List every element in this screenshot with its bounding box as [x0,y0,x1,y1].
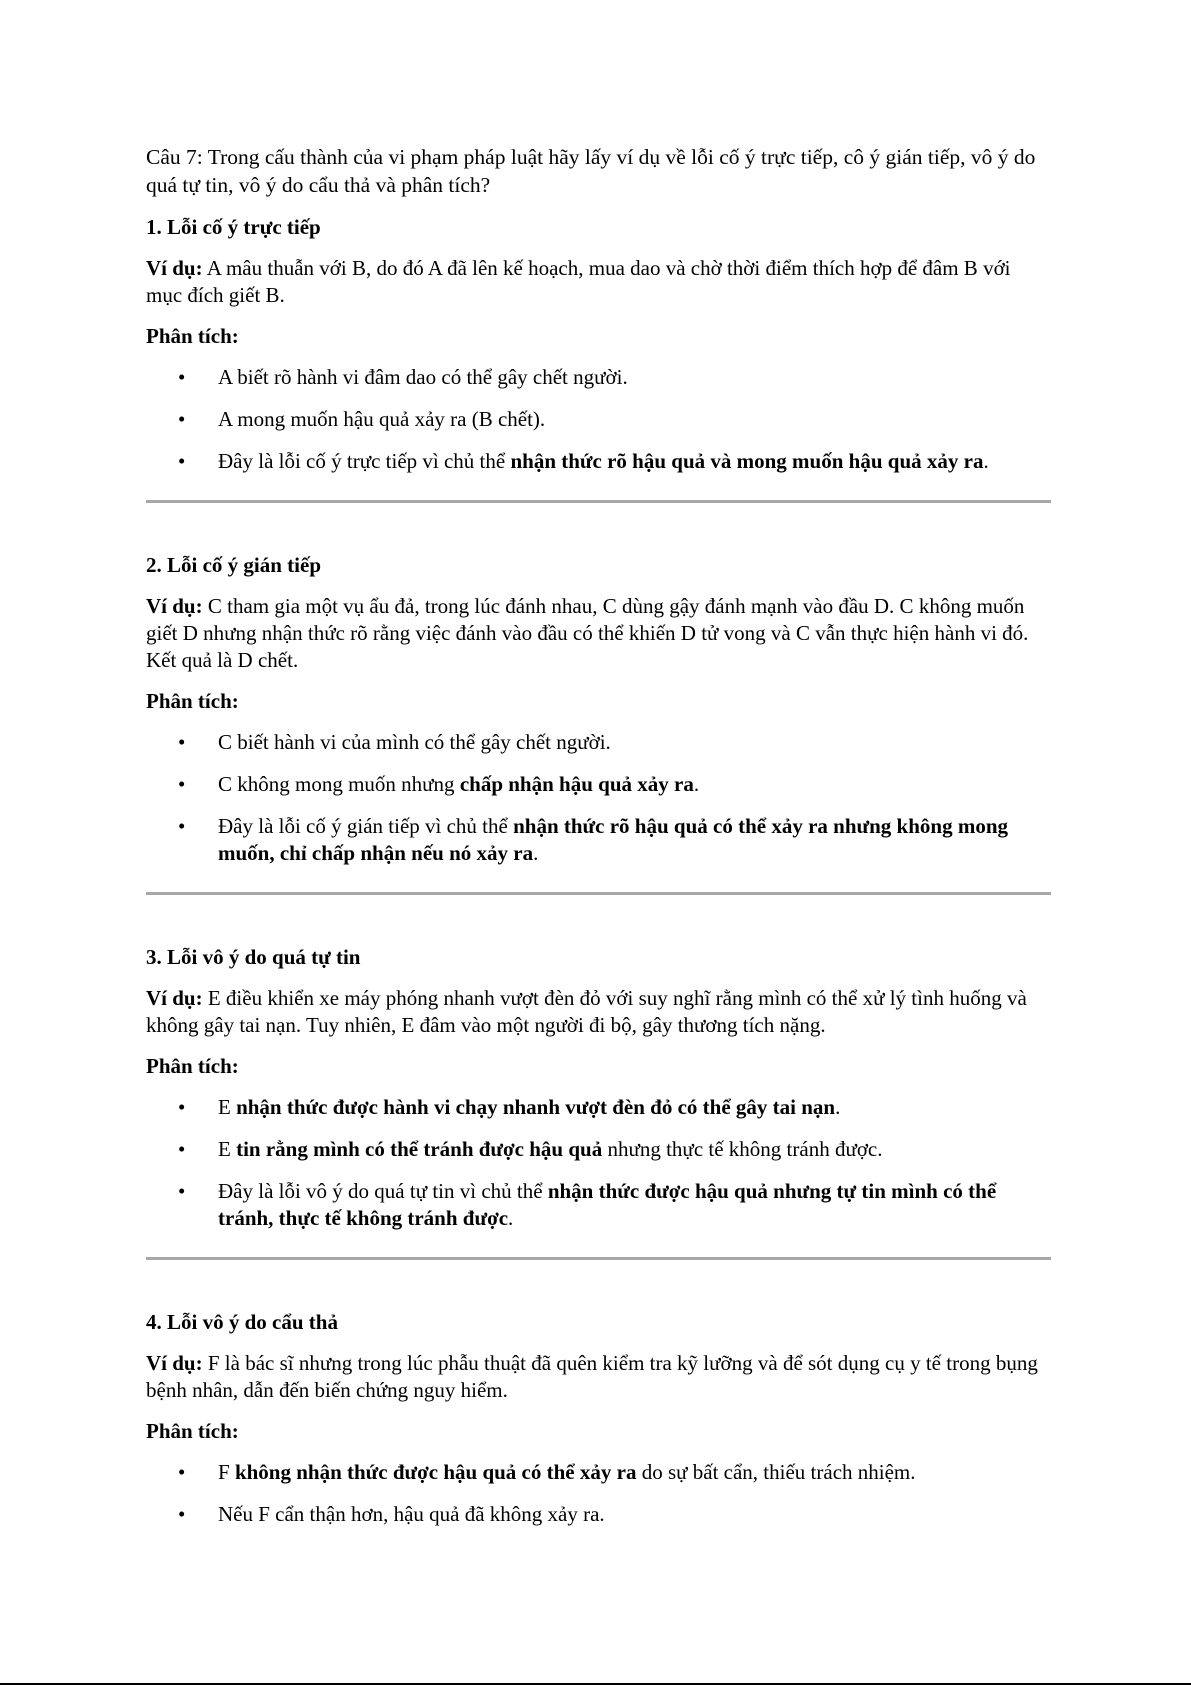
question-text: Câu 7: Trong cấu thành của vi phạm pháp luật hãy lấy ví dụ về lỗi cố ý trực tiếp, cô ý gián tiếp, vô ý do quá tự tin, vô ý do cẩu thả và phân tích? [146,145,1036,197]
analysis-label: Phân tích: [146,689,239,713]
example-paragraph [146,255,1051,309]
example-label: Ví dụ: [146,594,203,618]
example-label: Ví dụ: [146,986,203,1010]
list-item: • Đây là lỗi cố ý trực tiếp vì chủ thể nhận thức rõ hậu quả và mong muốn hậu quả xảy ra. [146,448,1051,475]
analysis-list [146,1459,1051,1528]
section-heading: 4. Lỗi vô ý do cẩu thả [146,1310,338,1334]
section-divider [146,892,1051,895]
section-divider [146,500,1051,503]
list-item: • C không mong muốn nhưng chấp nhận hậu quả xảy ra. [146,771,1051,798]
list-item: • F không nhận thức được hậu quả có thể xảy ra do sự bất cẩn, thiếu trách nhiệm. [146,1459,1051,1486]
list-item: • A mong muốn hậu quả xảy ra (B chết). [146,406,1051,433]
list-item: • Đây là lỗi vô ý do quá tự tin vì chủ thể nhận thức được hậu quả nhưng tự tin mình có thể tránh, thực tế không tránh được. [146,1178,1051,1232]
section-3 [146,943,1051,1232]
example-label: Ví dụ: [146,1351,203,1375]
list-item: • E nhận thức được hành vi chạy nhanh vượt đèn đỏ có thể gây tai nạn. [146,1094,1051,1121]
section-4 [146,1308,1051,1528]
list-item: • E tin rằng mình có thể tránh được hậu quả nhưng thực tế không tránh được. [146,1136,1051,1163]
analysis-list [146,729,1051,867]
example-text: F là bác sĩ nhưng trong lúc phẫu thuật đã quên kiểm tra kỹ lưỡng và để sót dụng cụ y tế trong bụng bệnh nhân, dẫn đến biến chứng nguy hiểm. [146,1351,1038,1402]
list-item: • A biết rõ hành vi đâm dao có thể gây chết người. [146,364,1051,391]
analysis-label: Phân tích: [146,1054,239,1078]
list-item: • Đây là lỗi cố ý gián tiếp vì chủ thể nhận thức rõ hậu quả có thể xảy ra nhưng không mong muốn, chỉ chấp nhận nếu nó xảy ra. [146,813,1051,867]
analysis-label: Phân tích: [146,324,239,348]
section-heading: 1. Lỗi cố ý trực tiếp [146,215,321,239]
section-heading: 3. Lỗi vô ý do quá tự tin [146,945,361,969]
example-label: Ví dụ: [146,256,203,280]
analysis-list [146,364,1051,475]
example-text: A mâu thuẫn với B, do đó A đã lên kế hoạch, mua dao và chờ thời điểm thích hợp để đâm B với mục đích giết B. [146,256,1011,307]
analysis-label: Phân tích: [146,1419,239,1443]
example-text: E điều khiển xe máy phóng nhanh vượt đèn đỏ với suy nghĩ rằng mình có thể xử lý tình huống và không gây tai nạn. Tuy nhiên, E đâm vào một người đi bộ, gây thương tích nặng. [146,986,1027,1037]
example-paragraph [146,1350,1051,1404]
section-1 [146,213,1051,475]
section-2 [146,551,1051,867]
section-heading: 2. Lỗi cố ý gián tiếp [146,553,322,577]
example-paragraph [146,593,1051,674]
example-text: C tham gia một vụ ẩu đả, trong lúc đánh nhau, C dùng gậy đánh mạnh vào đầu D. C không muốn giết D nhưng nhận thức rõ rằng việc đánh vào đầu có thể khiến D tử vong và C vẫn thực hiện hành vi đó. Kết quả là D chết. [146,594,1029,672]
list-item: • Nếu F cẩn thận hơn, hậu quả đã không xảy ra. [146,1501,1051,1528]
list-item: • C biết hành vi của mình có thể gây chết người. [146,729,1051,756]
section-divider [146,1257,1051,1260]
example-paragraph [146,985,1051,1039]
analysis-list [146,1094,1051,1232]
